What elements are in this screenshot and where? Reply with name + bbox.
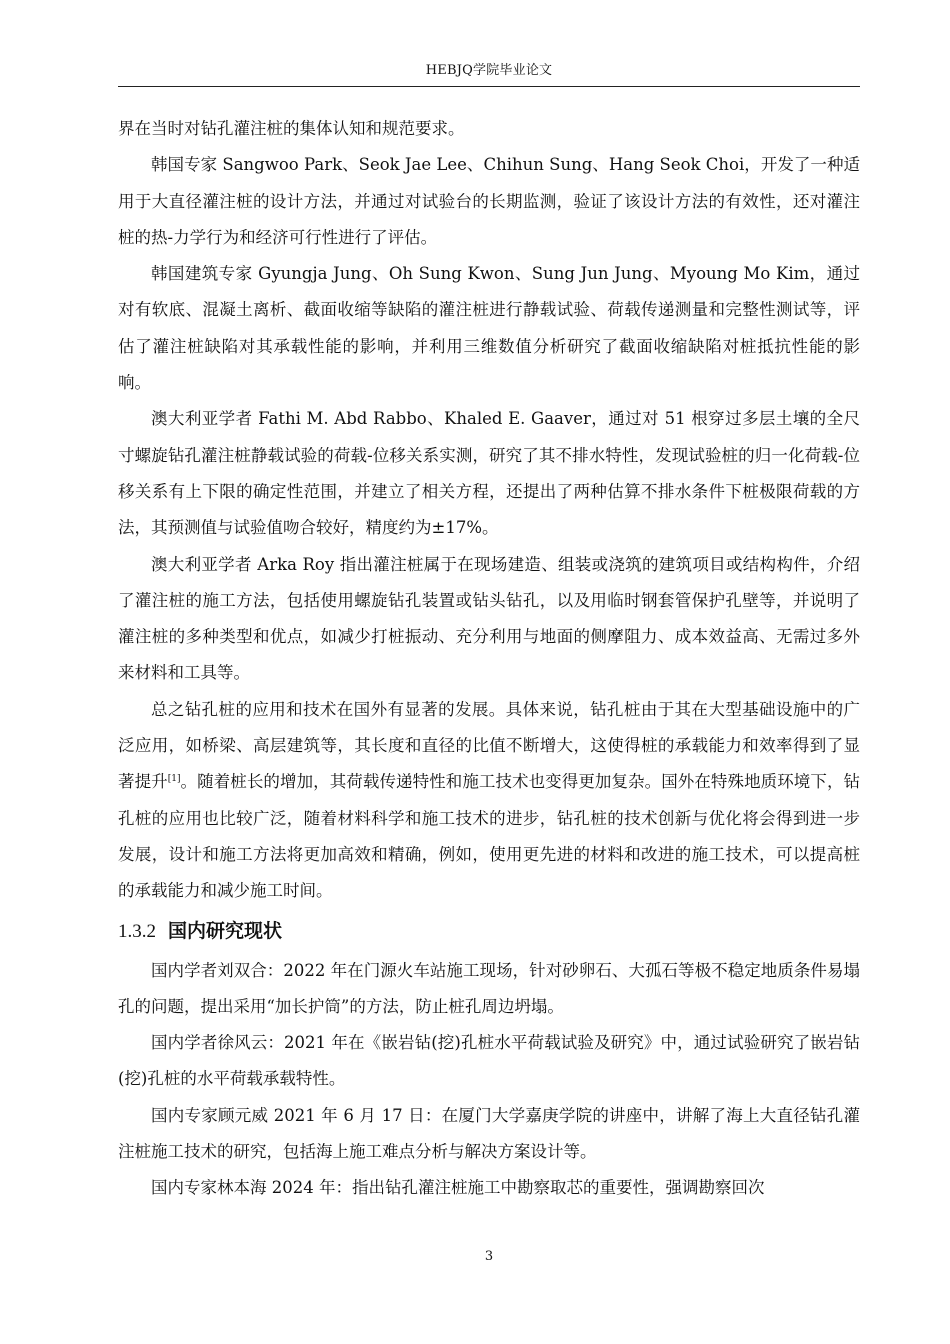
page-number: 3 (484, 1249, 494, 1264)
paragraph-australian-roy: 澳大利亚学者 Arka Roy 指出灌注桩属于在现场建造、组装或浇筑的建筑项目或结构构件，介绍了灌注桩的施工方法，包括使用螺旋钻孔装置或钻头钻孔，以及用临时钢套管保护孔壁等，并说明了灌注桩的多种类型和优点，如减少打桩振动、充分利用与地面的侧摩阻力、成本效益高、无需过多外来材料和工具等。 (118, 554, 860, 683)
paragraph-australian-rabbo: 澳大利亚学者 Fathi M. Abd Rabbo、Khaled E. Gaaver，通过对 51 根穿过多层土壤的全尺寸螺旋钻孔灌注桩静载试验的荷载-位移关系实测，研究了其不排水特性，发现试验桩的归一化荷载-位移关系有上下限的确定性范围，并建立了相关方程，还提出了两种估算不排水条件下桩极限荷载的方法，其预测值与试验值吻合较好，精度约为±17%。 (118, 409, 860, 538)
paragraph-summary (118, 692, 860, 910)
header-divider (118, 86, 860, 87)
paragraph-liu: 国内学者刘双合：2022 年在门源火车站施工现场，针对砂卵石、大孤石等极不稳定地质条件易塌孔的问题，提出采用“加长护筒”的方法，防止桩孔周边坍塌。 (118, 960, 860, 1016)
section-number: 1.3.2 (118, 920, 156, 942)
citation-reference[interactable]: [1] (167, 774, 181, 785)
section-title: 国内研究现状 (168, 919, 283, 942)
paragraph-korean-experts-park: 韩国专家 Sangwoo Park、Seok Jae Lee、Chihun Sung、Hang Seok Choi，开发了一种适用于大直径灌注桩的设计方法，并通过对试验台的长期监测，验证了该设计方法的有效性，还对灌注桩的热-力学行为和经济可行性进行了评估。 (118, 155, 860, 247)
paragraph-korean-experts-jung: 韩国建筑专家 Gyungja Jung、Oh Sung Kwon、Sung Jun Jung、Myoung Mo Kim，通过对有软底、混凝土离析、截面收缩等缺陷的灌注桩进行静载试验、荷载传递测量和完整性测试等，评估了灌注桩缺陷对其承载性能的影响，并利用三维数值分析研究了截面收缩缺陷对桩抵抗性能的影响。 (118, 264, 860, 393)
paragraph-lin: 国内专家林本海 2024 年：指出钻孔灌注桩施工中勘察取芯的重要性，强调勘察回次 (151, 1178, 765, 1198)
section-heading (118, 912, 860, 951)
paragraph-continuation: 界在当时对钻孔灌注桩的集体认知和规范要求。 (118, 119, 465, 138)
summary-text-after: 。随着桩长的增加，其荷载传递特性和施工技术也变得更加复杂。国外在特殊地质环境下，钻孔桩的应用也比较广泛，随着材料科学和施工技术的进步，钻孔桩的技术创新与优化将会得到进一步发展，设计和施工方法将更加高效和精确，例如，使用更先进的材料和改进的施工技术，可以提高桩的承载能力和减少施工时间。 (118, 772, 861, 901)
paragraph-gu: 国内专家顾元威 2021 年 6 月 17 日：在厦门大学嘉庚学院的讲座中，讲解了海上大直径钻孔灌注桩施工技术的研究，包括海上施工难点分析与解决方案设计等。 (118, 1105, 860, 1162)
page-body (118, 111, 860, 1207)
running-header: HEBJQ学院毕业论文 (425, 63, 553, 78)
summary-text-before: 总之钻孔桩的应用和技术在国外有显著的发展。具体来说，钻孔桩由于其在大型基础设施中的广泛应用，如桥梁、高层建筑等，其长度和直径的比值不断增大，这使得桩的承载能力和效率得到了显著提升 (118, 699, 860, 792)
paragraph-xu: 国内学者徐风云：2021 年在《嵌岩钻(挖)孔桩水平荷载试验及研究》中，通过试验研究了嵌岩钻(挖)孔桩的水平荷载承载特性。 (118, 1033, 860, 1089)
